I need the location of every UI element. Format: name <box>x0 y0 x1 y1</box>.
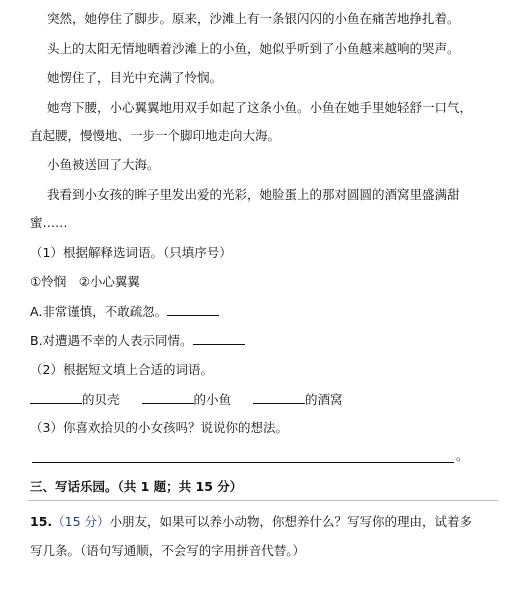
question-15-text-1: 小朋友，如果可以养小动物，你想养什么？写写你的理由，试着多 <box>109 514 473 529</box>
section-divider <box>28 500 498 501</box>
question-3-answer-line[interactable] <box>32 462 454 463</box>
question-1-prompt: （1）根据解释选词语。（只填序号） <box>30 245 232 260</box>
question-1-options: ①怜悯 ②小心翼翼 <box>30 274 140 289</box>
question-15-number: 15. <box>30 514 53 529</box>
answer-blank-w3[interactable] <box>253 391 305 404</box>
question-1-b <box>30 332 245 349</box>
question-3-prompt: （3）你喜欢拾贝的小女孩吗？说说你的想法。 <box>30 420 288 435</box>
paragraph-6-line-2: 蜜…… <box>30 215 68 230</box>
question-15-line-1 <box>30 514 472 530</box>
question-1-b-text: B.对遭遇不幸的人表示同情。 <box>30 333 193 348</box>
question-2-word-2: 的小鱼 <box>193 392 232 407</box>
paragraph-4-line-1: 她弯下腰，小心翼翼地用双手如起了这条小鱼。小鱼在她手里她轻舒一口气， <box>47 100 473 115</box>
answer-blank-a[interactable] <box>167 303 219 316</box>
question-15-score: （15 分） <box>52 514 110 529</box>
answer-blank-w1[interactable] <box>30 391 82 404</box>
question-15-line-2: 写几条。（语句写通顺，不会写的字用拼音代替。） <box>30 543 306 558</box>
question-2-prompt: （2）根据短文填上合适的词语。 <box>30 362 213 377</box>
question-2-fill-row <box>30 391 343 408</box>
paragraph-4-line-2: 直起腰，慢慢地、一步一个脚印地走向大海。 <box>30 128 281 143</box>
question-2-word-3: 的酒窝 <box>305 392 343 407</box>
paragraph-3: 她愣住了，目光中充满了怜悯。 <box>47 70 223 85</box>
paragraph-1: 突然，她停住了脚步。原来，沙滩上有一条银闪闪的小鱼在痛苦地挣扎着。 <box>47 11 460 26</box>
question-2-word-1: 的贝壳 <box>82 392 120 407</box>
question-1-a <box>30 303 219 320</box>
question-3-end-mark: 。 <box>456 448 469 463</box>
section-3-title: 三、写话乐园。（共 1 题；共 15 分） <box>30 479 243 494</box>
paragraph-6-line-1: 我看到小女孩的眸子里发出爱的光彩，她脸蛋上的那对圆圆的酒窝里盛满甜 <box>47 187 460 202</box>
answer-blank-b[interactable] <box>193 332 245 345</box>
question-1-a-text: A.非常谨慎，不敢疏忽。 <box>30 304 168 319</box>
answer-blank-w2[interactable] <box>142 391 194 404</box>
paragraph-2: 头上的太阳无情地晒着沙滩上的小鱼，她似乎听到了小鱼越来越响的哭声。 <box>47 41 460 56</box>
paragraph-5: 小鱼被送回了大海。 <box>47 157 160 172</box>
